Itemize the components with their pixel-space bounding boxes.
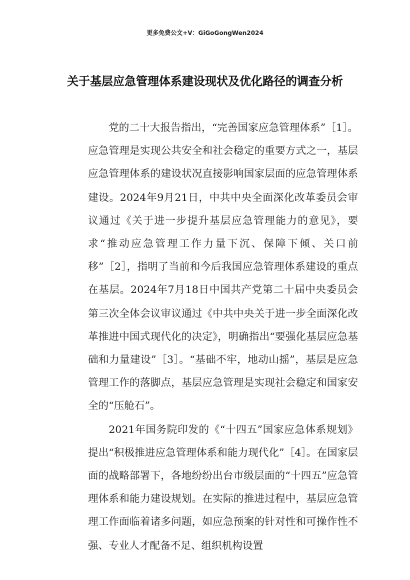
header-note: 更多免费公文+V：GiGoGongWen2024 bbox=[146, 30, 264, 37]
paragraph-1: 党的二十大报告指出，“完善国家应急管理体系”［1］。应急管理是实现公共安全和社会稳定的重要方式之一，基层应急管理体系的建设状况直接影响国家层面的应急管理体系建设。2024年9月21日，中共中央全面深化改革委员会审议通过《关于进一步提升基层应急管理能力的意见》，要求“推动应急管理工作力量下沉、保障下倾、关口前移”［2］，指明了当前和今后我国应急管理体系建设的重点在基层。2024年7月18日中国共产党第二十届中央委员会第三次全体会议审议通过《中共中央关于进一步全面深化改革推进中国式现代化的决定》，明确指出“要强化基层应急基础和力量建设”［3］。“基础不牢，地动山摇”，基层是应急管理工作的落脚点，基层应急管理是实现社会稳定和国家安全的“压舱石”。 bbox=[88, 122, 358, 413]
paragraph-2: 2021年国务院印发的《“十四五”国家应急体系规划》提出“积极推进应急管理体系和能力现代化”［4］。在国家层面的战略部署下，各地纷纷出台市级层面的“十四五”应急管理体系和能力建设规划。在实际的推进过程中，基层应急管理工作面临着诸多问题，如应急预案的针对性和可操作性不强、专业人才配备不足、组织机构设置 bbox=[88, 423, 358, 552]
document-body bbox=[88, 117, 358, 558]
document-title: 关于基层应急管理体系建设现状及优化路径的调查分析 bbox=[67, 74, 343, 88]
